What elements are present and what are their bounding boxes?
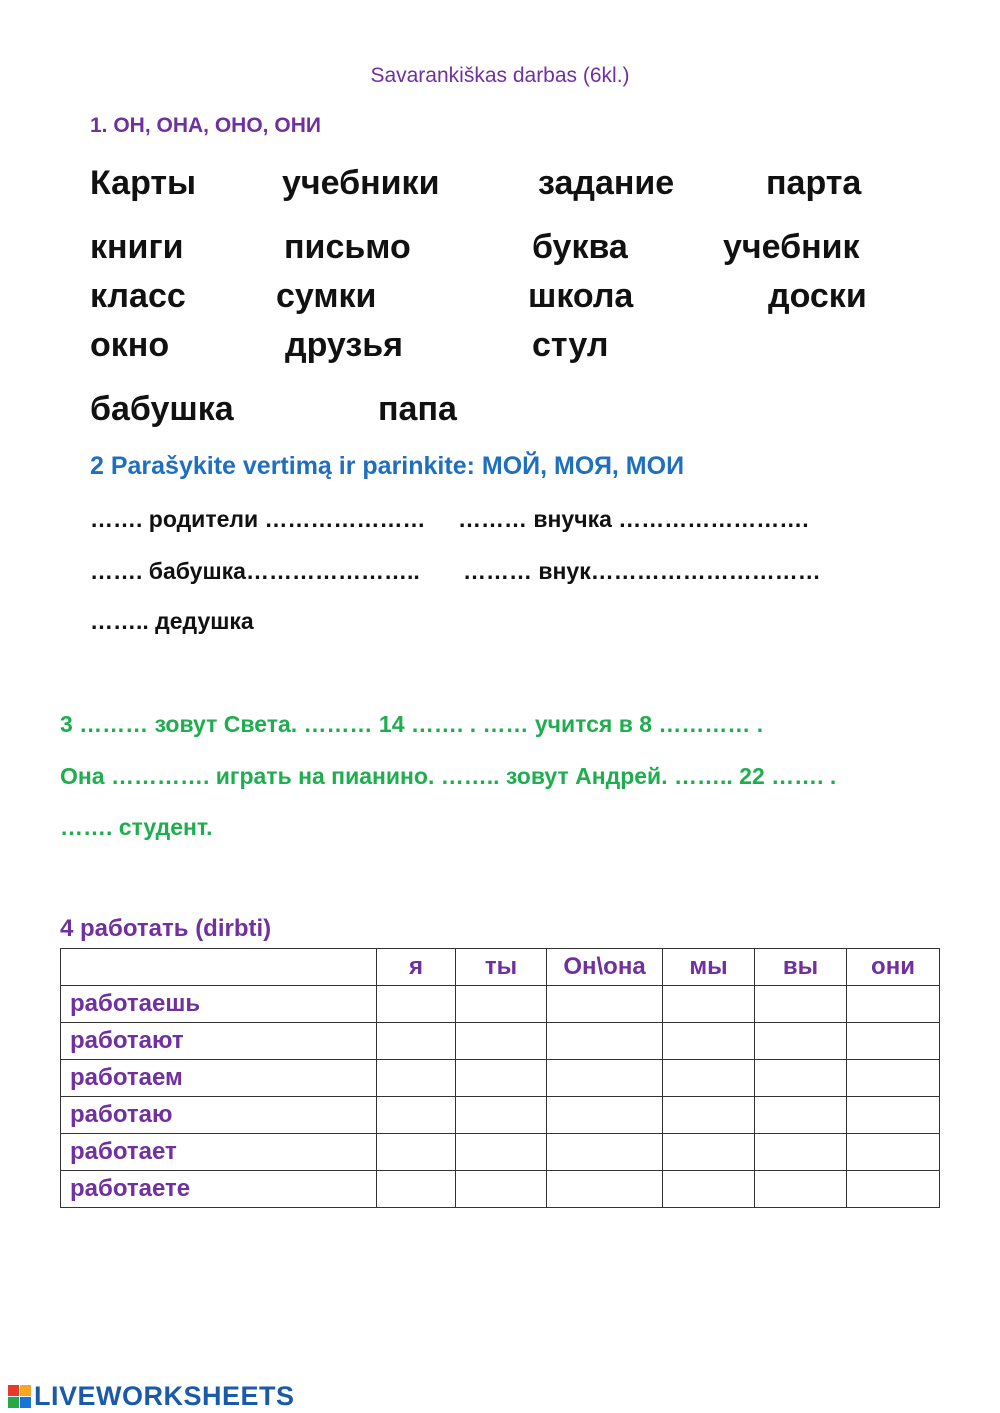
liveworksheets-logo[interactable] bbox=[8, 1381, 295, 1412]
answer-cell[interactable] bbox=[755, 1060, 847, 1097]
table-row bbox=[61, 1097, 940, 1134]
answer-cell[interactable] bbox=[377, 986, 456, 1023]
word: письмо bbox=[284, 228, 411, 266]
answer-cell[interactable] bbox=[547, 986, 663, 1023]
word: задание bbox=[538, 164, 675, 202]
answer-cell[interactable] bbox=[755, 986, 847, 1023]
answer-cell[interactable] bbox=[377, 1171, 456, 1208]
text-line: Она …………. играть на пианино. …….. зовут Андрей. …….. 22 ……. . bbox=[60, 763, 837, 789]
word: класс bbox=[90, 277, 186, 315]
answer-cell[interactable] bbox=[547, 1171, 663, 1208]
word: буква bbox=[532, 228, 628, 266]
answer-cell[interactable] bbox=[456, 1060, 547, 1097]
word: книги bbox=[90, 228, 184, 266]
word: парта bbox=[766, 164, 862, 202]
word: стул bbox=[532, 326, 609, 364]
fill-line: ……… внук………………………… bbox=[463, 558, 821, 584]
section-1-heading: 1. ОН, ОНА, ОНО, ОНИ bbox=[90, 114, 321, 137]
section-2-heading: 2 Parašykite vertimą ir parinkite: МОЙ, МОЯ, МОИ bbox=[90, 452, 685, 480]
fill-line: ……. бабушка………………….. bbox=[90, 558, 420, 584]
answer-cell[interactable] bbox=[755, 1097, 847, 1134]
verb-cell: работают bbox=[61, 1023, 377, 1060]
column-header: они bbox=[847, 949, 940, 986]
word: учебник bbox=[723, 228, 860, 266]
column-header bbox=[61, 949, 377, 986]
answer-cell[interactable] bbox=[663, 1060, 755, 1097]
column-header: я bbox=[377, 949, 456, 986]
column-header: Он\она bbox=[547, 949, 663, 986]
answer-cell[interactable] bbox=[847, 1134, 940, 1171]
column-header: ты bbox=[456, 949, 547, 986]
answer-cell[interactable] bbox=[456, 1171, 547, 1208]
answer-cell[interactable] bbox=[547, 1134, 663, 1171]
conjugation-table bbox=[60, 948, 940, 1208]
word: бабушка bbox=[90, 390, 234, 428]
fill-line: ……. родители ………………… bbox=[90, 506, 426, 532]
answer-cell[interactable] bbox=[547, 1060, 663, 1097]
table-row bbox=[61, 1134, 940, 1171]
answer-cell[interactable] bbox=[663, 986, 755, 1023]
text-line: 3 ……… зовут Света. ……… 14 ……. . …… учится в 8 ………… . bbox=[60, 711, 764, 737]
answer-cell[interactable] bbox=[663, 1134, 755, 1171]
section-4-heading: 4 работать (dirbti) bbox=[60, 915, 272, 942]
answer-cell[interactable] bbox=[755, 1134, 847, 1171]
answer-cell[interactable] bbox=[847, 986, 940, 1023]
table-row bbox=[61, 1171, 940, 1208]
answer-cell[interactable] bbox=[663, 1097, 755, 1134]
word: доски bbox=[768, 277, 867, 315]
verb-cell: работаем bbox=[61, 1060, 377, 1097]
word: сумки bbox=[276, 277, 377, 315]
column-header: вы bbox=[755, 949, 847, 986]
answer-cell[interactable] bbox=[456, 1097, 547, 1134]
fill-line: ……… внучка ……………………. bbox=[458, 506, 809, 532]
answer-cell[interactable] bbox=[456, 986, 547, 1023]
fill-line: …….. дедушка bbox=[90, 608, 254, 634]
table-row bbox=[61, 1023, 940, 1060]
answer-cell[interactable] bbox=[377, 1097, 456, 1134]
answer-cell[interactable] bbox=[755, 1171, 847, 1208]
verb-cell: работаю bbox=[61, 1097, 377, 1134]
answer-cell[interactable] bbox=[547, 1023, 663, 1060]
word: папа bbox=[378, 390, 457, 428]
answer-cell[interactable] bbox=[377, 1134, 456, 1171]
answer-cell[interactable] bbox=[377, 1023, 456, 1060]
answer-cell[interactable] bbox=[847, 1097, 940, 1134]
verb-cell: работаешь bbox=[61, 986, 377, 1023]
word: Карты bbox=[90, 164, 197, 202]
word: окно bbox=[90, 326, 170, 364]
column-header: мы bbox=[663, 949, 755, 986]
verb-cell: работает bbox=[61, 1134, 377, 1171]
answer-cell[interactable] bbox=[847, 1171, 940, 1208]
word: школа bbox=[528, 277, 634, 315]
answer-cell[interactable] bbox=[547, 1097, 663, 1134]
answer-cell[interactable] bbox=[847, 1023, 940, 1060]
answer-cell[interactable] bbox=[663, 1023, 755, 1060]
word: учебники bbox=[282, 164, 440, 202]
page-title: Savarankiškas darbas (6kl.) bbox=[370, 64, 630, 87]
word: друзья bbox=[285, 326, 404, 364]
verb-cell: работаете bbox=[61, 1171, 377, 1208]
table-header-row bbox=[61, 949, 940, 986]
table-row bbox=[61, 1060, 940, 1097]
logo-icon bbox=[8, 1385, 32, 1409]
answer-cell[interactable] bbox=[847, 1060, 940, 1097]
answer-cell[interactable] bbox=[456, 1134, 547, 1171]
answer-cell[interactable] bbox=[663, 1171, 755, 1208]
answer-cell[interactable] bbox=[755, 1023, 847, 1060]
text-line: ……. студент. bbox=[60, 814, 213, 840]
answer-cell[interactable] bbox=[456, 1023, 547, 1060]
answer-cell[interactable] bbox=[377, 1060, 456, 1097]
logo-text: LIVEWORKSHEETS bbox=[34, 1381, 295, 1411]
table-row bbox=[61, 986, 940, 1023]
